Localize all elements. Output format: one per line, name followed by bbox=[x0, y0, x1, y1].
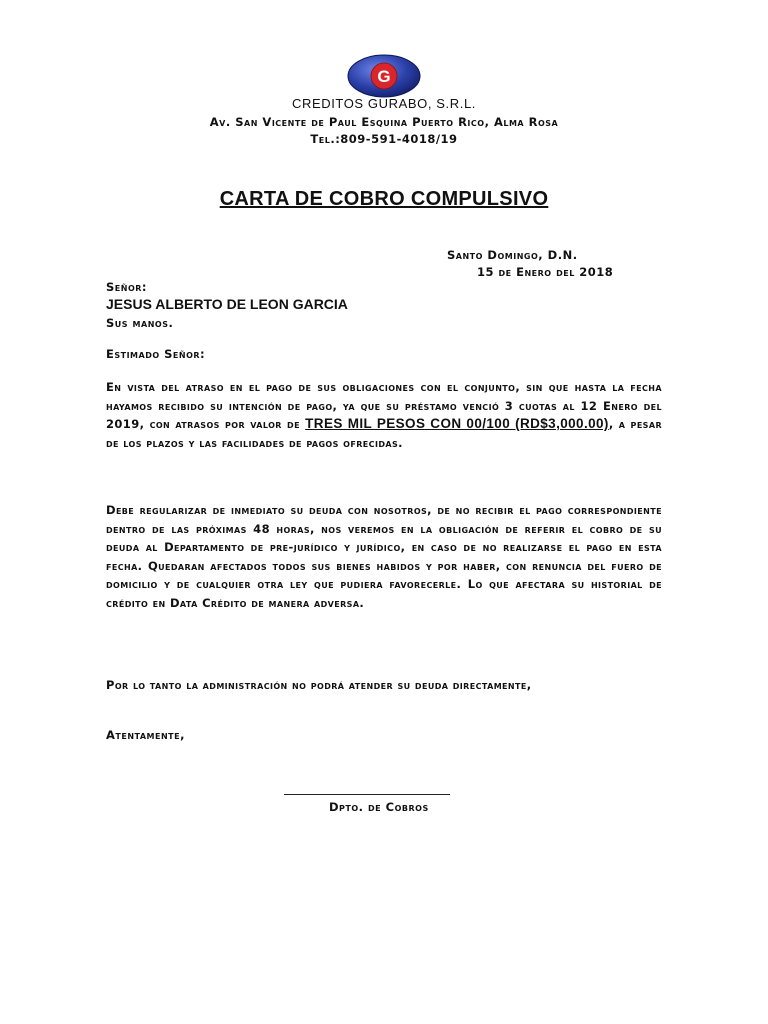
company-logo bbox=[346, 52, 422, 100]
paragraph-1-tail: , a pesar de los plazos y las facilidades de pagos ofrecidas. bbox=[106, 417, 662, 450]
body-paragraph-2: Debe regularizar de inmediato su deuda con nosotros, de no recibir el pago correspondiente dentro de las próximas 48 horas, nos veremos en la obligación de referir el cobro de su deuda al Departamento de pre-jurídico y jurídico, en caso de no realizarse el pago en esta fecha. Quedaran afectados todos sus bienes habidos y por haber, con renuncia del fuero de domicilio y de cualquier otra ley que pudiera favorecerle. Lo que afectara su historial de crédito en Data Crédito de manera adversa. bbox=[106, 503, 662, 610]
company-address: Av. San Vicente de Paul Esquina Puerto Rico, Alma Rosa bbox=[209, 115, 559, 129]
svg-text:G: G bbox=[377, 67, 391, 86]
document-title: CARTA DE COBRO COMPULSIVO bbox=[219, 188, 549, 210]
company-name: CREDITOS GURABO, S.R.L. bbox=[291, 96, 477, 111]
signature-department: Dpto. de Cobros bbox=[329, 800, 429, 814]
recipient-note: Sus manos. bbox=[106, 316, 174, 330]
company-logo-icon bbox=[346, 52, 422, 100]
company-phone: Tel.:809-591-4018/19 bbox=[310, 132, 458, 146]
closing: Atentamente, bbox=[106, 728, 185, 742]
debt-amount: TRES MIL PESOS CON 00/100 (RD$3,000.00) bbox=[305, 416, 609, 431]
greeting: Estimado Señor: bbox=[106, 347, 206, 361]
recipient-name: JESUS ALBERTO DE LEON GARCIA bbox=[106, 296, 348, 312]
body-paragraph-3: Por lo tanto la administración no podrá atender su deuda directamente, bbox=[106, 678, 532, 692]
dateline-date: 15 de Enero del 2018 bbox=[477, 265, 614, 279]
dateline-place: Santo Domingo, D.N. bbox=[447, 248, 578, 262]
body-paragraph-1 bbox=[106, 378, 662, 452]
recipient-label: Señor: bbox=[106, 280, 148, 294]
paragraph-1-text: En vista del atraso en el pago de sus obligaciones con el conjunto, sin que hasta la fecha hayamos recibido su intención de pago, ya que su préstamo venció 3 cuotas al 12 Enero del 2019, con atrasos por valor de bbox=[106, 380, 662, 431]
signature-line bbox=[284, 794, 450, 795]
